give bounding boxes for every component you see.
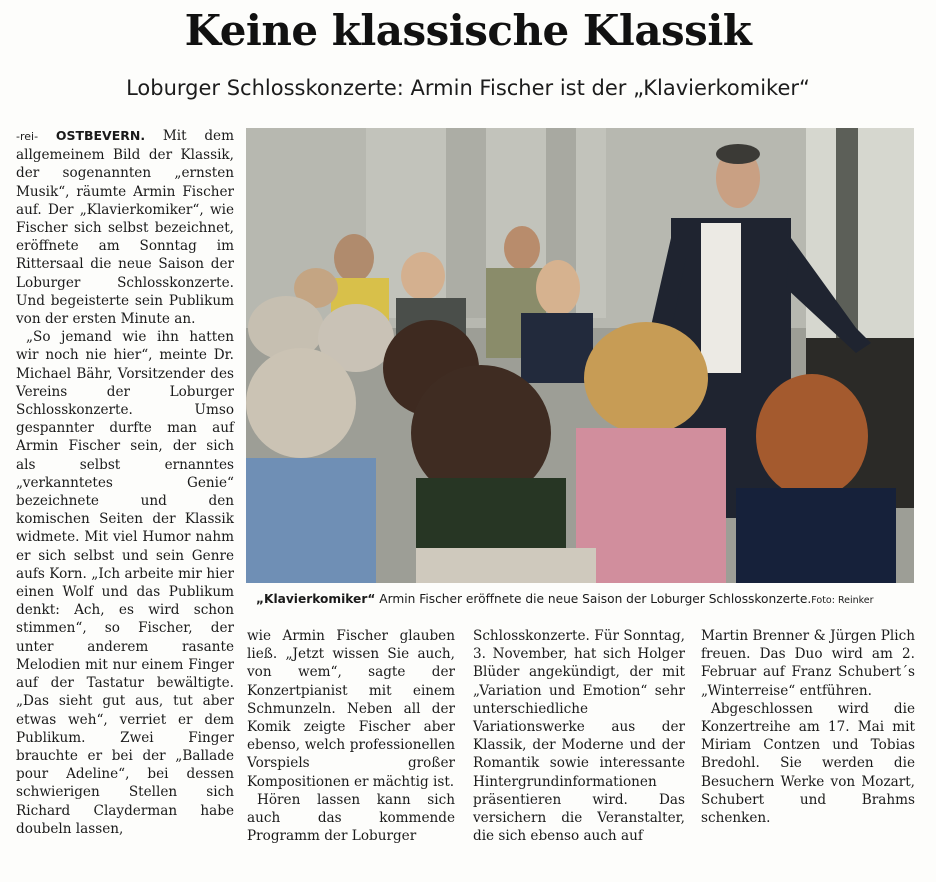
dateline: OSTBEVERN.	[55, 128, 146, 143]
paragraph-text: Mit dem allgemeinem Bild der Klassik, der sogenannten „ernsten Musik“, räumte Armin Fischer auf. Der „Klavierkomiker“, wie Fischer sich selbst bezeichnet, eröffnete am Sonntag im Rittersaal die neue Saison der Loburger Schlosskonzerte. Und begeisterte sein Publikum von der ersten Minute an.	[16, 128, 234, 328]
photo-credit: Foto: Reinker	[811, 595, 874, 606]
byline: -rei-	[16, 130, 39, 143]
concert-audience-image	[246, 128, 914, 583]
paragraph: „So jemand wie ihn hatten wir noch nie hier“, meinte Dr. Michael Bähr, Vorsitzender des Vereins der Loburger Schlosskonzerte. Umso gespannter durfte man auf Armin Fischer sein, der sich als selbst ernanntes „verkanntetes Genie“ bezeichnete und den komischen Seiten der Klassik widmete. Mit viel Humor nahm er sich selbst und sein Genre aufs Korn. „Ich arbeite mir hier einen Wolf und das Publikum denkt: Ach, es wird schon stimmen“, so Fischer, der unter anderem rasante Melodien mit nur einem Finger auf der Tastatur bewältigte. „Das sieht gut aus, tut aber etwas weh“, verriet er dem Publikum. Zwei Finger brauchte er bei der „Ballade pour Adeline“, bei dessen schwierigen Stellen sich Richard Clayderman habe doubeln lassen,	[16, 329, 234, 837]
headline: Keine klassische Klassik	[184, 6, 752, 55]
article-column-4	[701, 627, 915, 827]
paragraph: Martin Brenner & Jürgen Plich freuen. Das Duo wird am 2. Februar auf Franz Schubert´s „Winterreise“ entführen.	[701, 628, 915, 699]
paragraph: wie Armin Fischer glauben ließ. „Jetzt wissen Sie auch, von wem“, sagte der Konzertpianist mit einem Schmunzeln. Neben all der Komik zeigte Fischer aber ebenso, welch professionellen Vorspiels großer Kompositionen er mächtig ist.	[247, 628, 455, 790]
paragraph: Abgeschlossen wird die Konzertreihe am 17. Mai mit Miriam Contzen und Tobias Bredohl. Sie werden die Besuchern Werke von Mozart, Schubert und Brahms schenken.	[701, 700, 915, 827]
paragraph: Schlosskonzerte. Für Sonntag, 3. November, hat sich Holger Blüder angekündigt, der mit „Variation und Emotion“ sehr unterschiedliche Variationswerke aus der Klassik, der Moderne und der Romantik sowie interessante Hintergrundinformationen präsentieren wird. Das versichern die Veranstalter, die sich ebenso auch auf	[473, 628, 685, 845]
caption-text: Armin Fischer eröffnete die neue Saison der Loburger Schlosskonzerte.	[379, 592, 812, 606]
caption-title: „Klavierkomiker“	[256, 592, 376, 606]
paragraph: Hören lassen kann sich auch das kommende Programm der Loburger	[247, 791, 455, 845]
subheadline: Loburger Schlosskonzerte: Armin Fischer ist der „Klavierkomiker“	[126, 76, 810, 100]
article-photo	[246, 128, 914, 583]
paragraph	[16, 127, 234, 328]
article-column-2	[247, 627, 455, 845]
article-column-1	[16, 127, 234, 838]
photo-caption	[256, 592, 916, 606]
article-column-3	[473, 627, 685, 845]
